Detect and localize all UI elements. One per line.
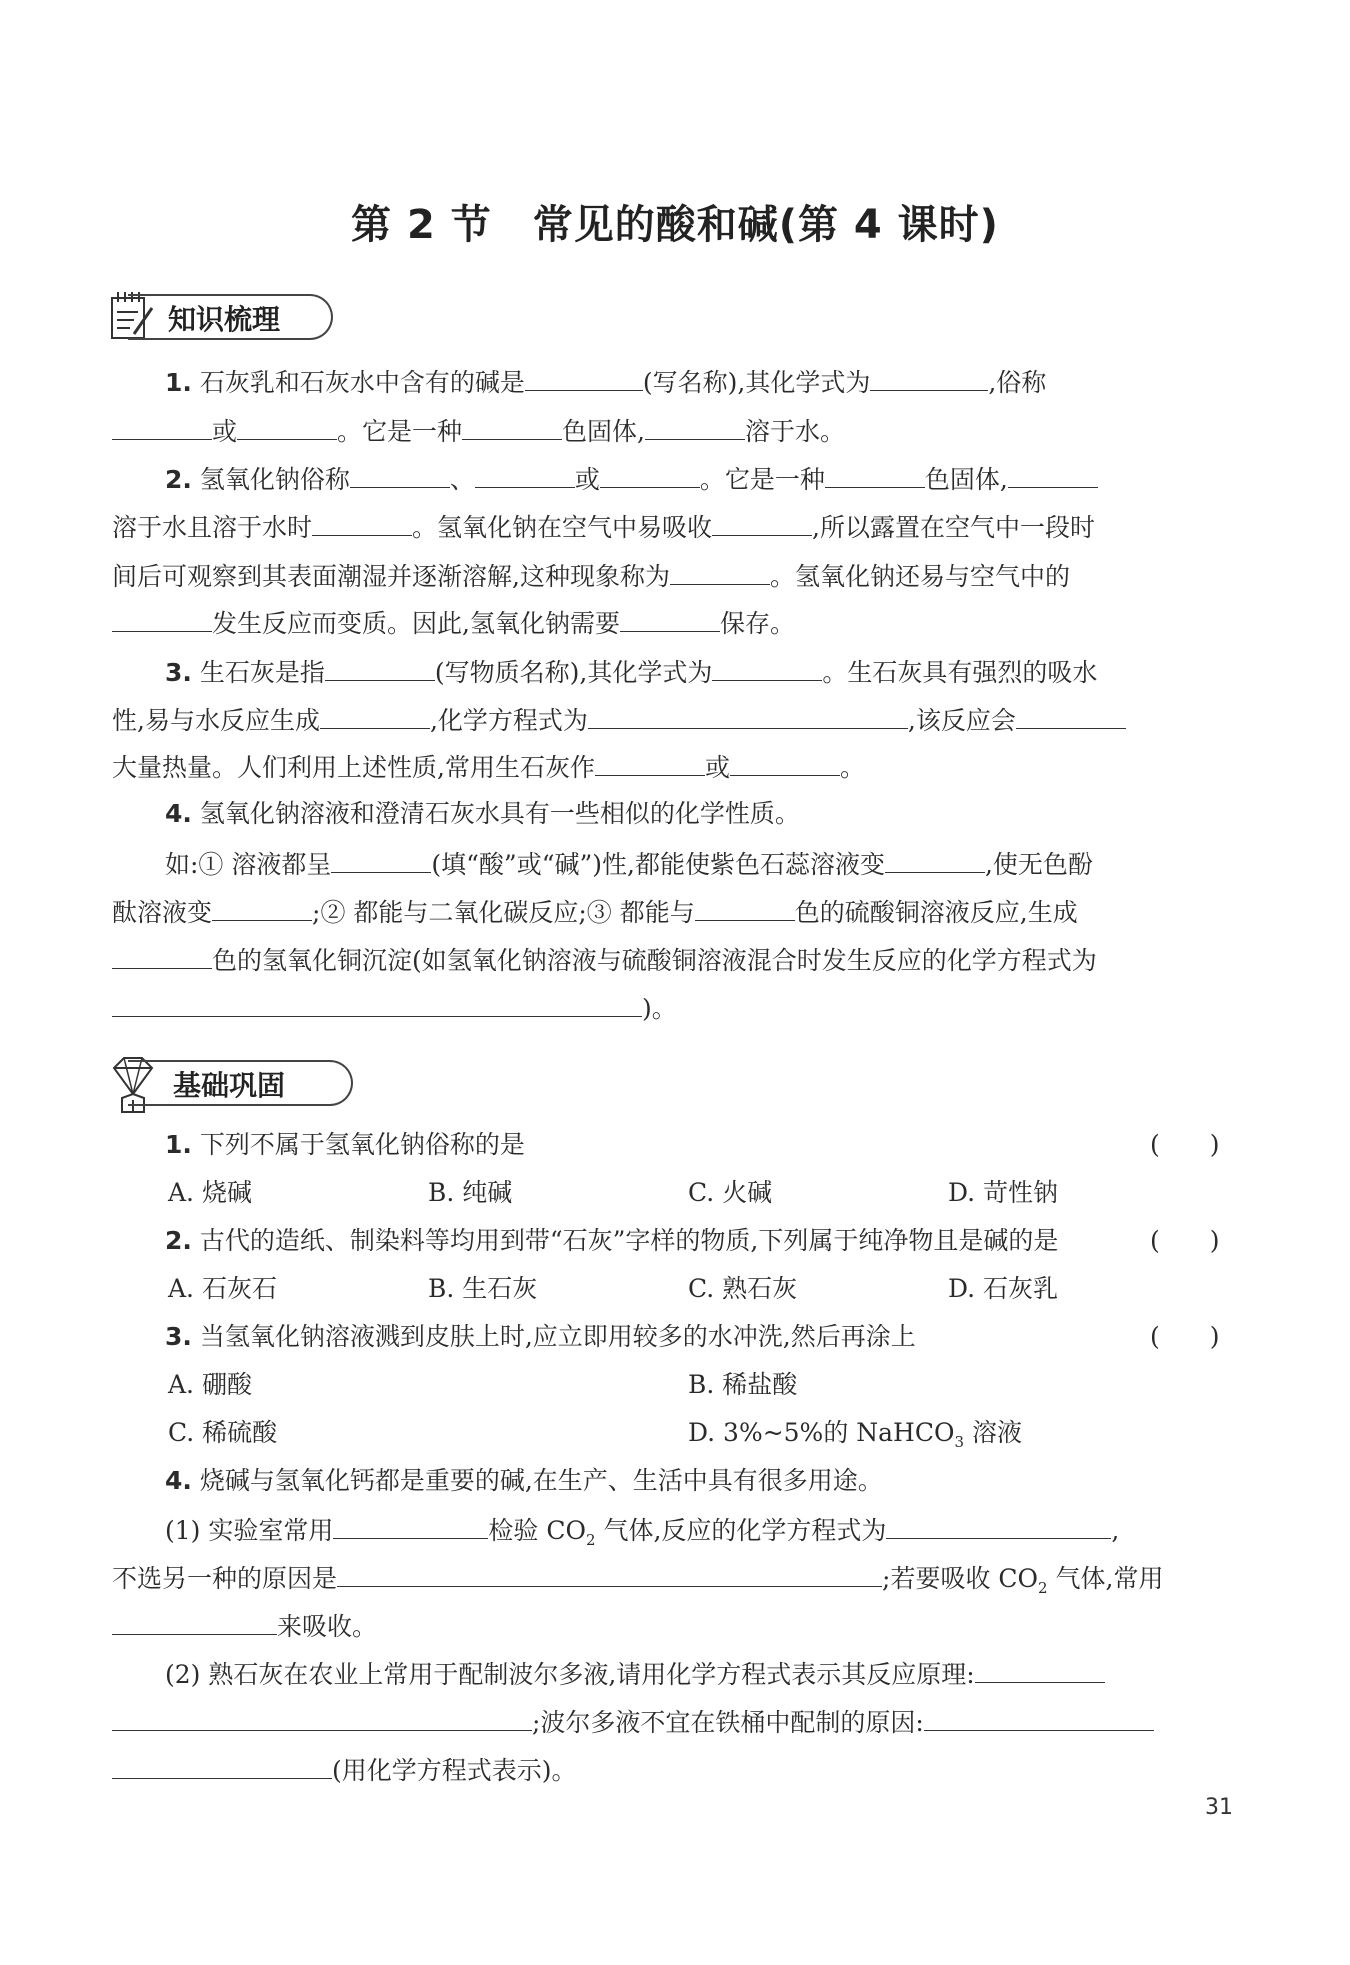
text: )。 [642,994,677,1023]
item-number: 3. [165,658,192,687]
question-number: 2. [165,1226,192,1255]
text: 生石灰是指 [199,658,325,687]
blank[interactable] [588,704,908,729]
subscript: 2 [585,1531,596,1549]
question-1 [165,1130,525,1160]
text: 保存。 [719,609,795,638]
blank[interactable] [112,992,642,1017]
blank[interactable] [462,415,562,440]
option-d[interactable] [688,1418,1022,1457]
blank[interactable] [1016,704,1126,729]
blank[interactable] [730,751,840,776]
item-number: 2. [165,465,192,494]
text: 氢氧化钠俗称 [199,465,350,494]
blank[interactable] [645,415,745,440]
text: 检验 CO [488,1516,586,1545]
blank[interactable] [112,1754,332,1779]
text: 发生反应而变质。因此,氢氧化钠需要 [212,609,620,638]
page-number: 31 [1205,1795,1233,1820]
subscript: 2 [1038,1579,1048,1597]
text: 或 [574,465,600,494]
option-text: 溶液 [964,1418,1022,1447]
blank[interactable] [695,896,795,921]
text: 气体,反应的化学方程式为 [595,1516,887,1545]
question-text: 当氢氧化钠溶液溅到皮肤上时,应立即用较多的水冲洗,然后再涂上 [199,1322,916,1351]
question-4-part-1-cont [112,1562,1163,1603]
blank[interactable] [885,848,985,873]
blank[interactable] [620,607,720,632]
text: 性,易与水反应生成 [112,706,320,735]
blank[interactable] [112,607,212,632]
text: 或 [704,753,730,782]
knowledge-item-3 [165,656,1097,688]
text: (写物质名称),其化学式为 [434,658,713,687]
question-4-part-2-cont [112,1706,1154,1738]
knowledge-item-4-cont [112,992,677,1024]
blank[interactable] [212,896,312,921]
blank[interactable] [112,1706,532,1731]
option-a[interactable]: A. 烧碱 [168,1178,252,1207]
knowledge-item-2 [165,463,1098,495]
question-text: 下列不属于氢氧化钠俗称的是 [199,1130,525,1159]
option-a[interactable]: A. 硼酸 [168,1370,252,1399]
answer-parentheses[interactable]: ( ) [1150,1130,1220,1159]
blank[interactable] [312,511,412,536]
text: ,俗称 [988,368,1047,397]
knowledge-item-1 [165,366,1046,398]
blank[interactable] [870,366,988,391]
knowledge-item-4 [165,799,800,829]
answer-parentheses[interactable]: ( ) [1150,1322,1220,1351]
question-number: 3. [165,1322,192,1351]
question-2 [165,1226,1058,1256]
blank[interactable] [600,463,700,488]
answer-parentheses[interactable]: ( ) [1150,1226,1220,1255]
blank[interactable] [237,415,337,440]
text: 色的硫酸铜溶液反应,生成 [794,898,1078,927]
text: 。它是一种 [337,417,463,446]
text: 色固体, [562,417,645,446]
blank[interactable] [1008,463,1098,488]
text: 石灰乳和石灰水中含有的碱是 [199,368,525,397]
text: ,化学方程式为 [429,706,588,735]
section-title: 基础巩固 [173,1069,286,1102]
text: (写名称),其化学式为 [642,368,871,397]
knowledge-item-3-cont [112,704,1126,736]
text: 色的氢氧化铜沉淀(如氢氧化钠溶液与硫酸铜溶液混合时发生反应的化学方程式为 [212,946,1097,975]
blank[interactable] [712,656,822,681]
option-c[interactable]: C. 稀硫酸 [168,1418,278,1447]
blank[interactable] [112,415,212,440]
text: 气体,常用 [1047,1564,1164,1593]
text: 、 [449,465,475,494]
question-4-part-1-cont [112,1610,377,1642]
blank[interactable] [595,751,705,776]
text: ;波尔多液不宜在铁桶中配制的原因: [532,1708,924,1737]
text: (1) 实验室常用 [165,1516,334,1545]
text: 不选另一种的原因是 [112,1564,338,1593]
text: (用化学方程式表示)。 [332,1756,577,1785]
knowledge-item-2-cont [112,607,795,639]
text: 。 [839,753,865,782]
option-c[interactable]: C. 熟石灰 [688,1274,798,1303]
text: , [1111,1516,1120,1545]
section-title: 知识梳理 [168,303,281,336]
question-4-part-1 [165,1514,1119,1555]
blank[interactable] [712,511,812,536]
question-number: 1. [165,1130,192,1159]
text: 酞溶液变 [112,898,213,927]
blank[interactable] [325,656,435,681]
option-a[interactable]: A. 石灰石 [168,1274,277,1303]
option-b[interactable]: B. 生石灰 [428,1274,538,1303]
text: 色固体, [924,465,1008,494]
item-number: 1. [165,368,192,397]
blank[interactable] [331,848,431,873]
blank[interactable] [670,560,770,585]
text: ;② 都能与二氧化碳反应;③ 都能与 [312,898,695,927]
option-c[interactable]: C. 火碱 [688,1178,773,1207]
knowledge-item-1-cont [112,415,845,447]
text: 来吸收。 [277,1612,378,1641]
knowledge-item-2-cont [112,560,1070,592]
blank[interactable] [350,463,450,488]
blank[interactable] [475,463,575,488]
blank[interactable] [525,366,643,391]
knowledge-item-3-cont [112,751,865,783]
text: 。生石灰具有强烈的吸水 [822,658,1098,687]
blank[interactable] [112,1610,277,1635]
blank[interactable] [337,1562,882,1587]
option-d[interactable]: D. 石灰乳 [948,1274,1059,1303]
subscript: 3 [954,1433,965,1451]
question-number: 4. [165,1466,192,1495]
blank[interactable] [924,1706,1154,1731]
question-4-part-2 [165,1658,1105,1690]
page-title: 第 2 节 常见的酸和碱(第 4 课时) [351,202,999,248]
knowledge-item-4-cont [112,944,1097,976]
blank[interactable] [825,463,925,488]
question-text: 古代的造纸、制染料等均用到带“石灰”字样的物质,下列属于纯净物且是碱的是 [199,1226,1059,1255]
text: 。氢氧化钠在空气中易吸收 [412,513,713,542]
question-text: 烧碱与氢氧化钙都是重要的碱,在生产、生活中具有很多用途。 [199,1466,883,1495]
knowledge-item-4-cont [112,896,1078,928]
text: 。它是一种 [699,465,825,494]
text: 间后可观察到其表面潮湿并逐渐溶解,这种现象称为 [112,562,670,591]
knowledge-item-4-cont [165,848,1093,880]
text: ,该反应会 [907,706,1016,735]
text: ,所以露置在空气中一段时 [812,513,1095,542]
text: 如:① 溶液都呈 [165,850,332,879]
option-text: D. 3%~5%的 NaHCO [688,1418,955,1447]
question-4 [165,1466,883,1496]
item-number: 4. [165,799,192,828]
text: (2) 熟石灰在农业上常用于配制波尔多液,请用化学方程式表示其反应原理: [165,1660,975,1689]
blank[interactable] [886,1514,1111,1539]
text: 溶于水且溶于水时 [112,513,313,542]
text: 氢氧化钠溶液和澄清石灰水具有一些相似的化学性质。 [199,799,800,828]
option-b[interactable]: B. 纯碱 [428,1178,513,1207]
question-4-part-2-cont [112,1754,577,1786]
blank[interactable] [333,1514,488,1539]
text: 大量热量。人们利用上述性质,常用生石灰作 [112,753,595,782]
text: 溶于水。 [744,417,845,446]
text: 或 [212,417,238,446]
option-b[interactable]: B. 稀盐酸 [688,1370,798,1399]
blank[interactable] [320,704,430,729]
blank[interactable] [975,1658,1105,1683]
knowledge-item-2-cont [112,511,1095,543]
text: (填“酸”或“碱”)性,都能使紫色石蕊溶液变 [431,850,885,879]
text: ,使无色酚 [984,850,1093,879]
text: 。氢氧化钠还易与空气中的 [769,562,1070,591]
blank[interactable] [112,944,212,969]
option-d[interactable]: D. 苛性钠 [948,1178,1059,1207]
question-3 [165,1322,916,1352]
text: ;若要吸收 CO [882,1564,1039,1593]
